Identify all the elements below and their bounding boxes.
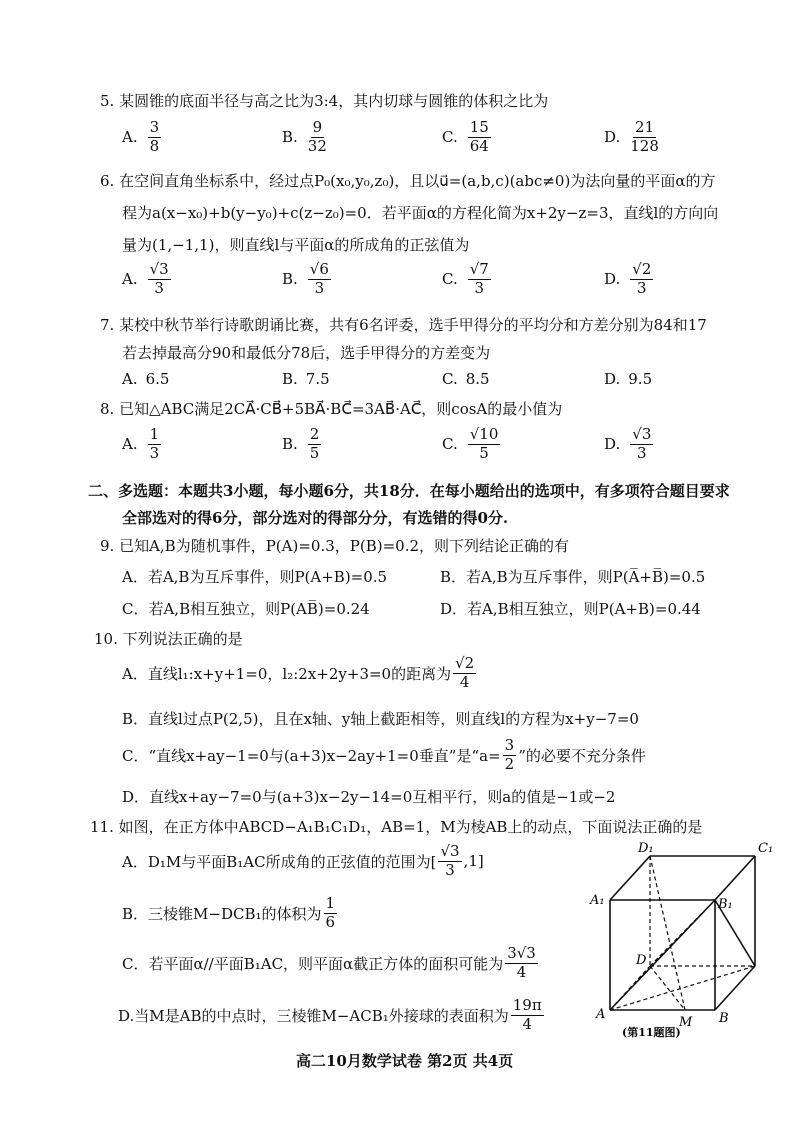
question-9-option-c: C．若A,B相互独立，则P(AB̅)=0.24	[122, 600, 370, 618]
option-label: B.	[282, 435, 298, 454]
fraction-denominator: 3	[637, 278, 647, 297]
option-label: C.	[442, 370, 458, 388]
question-10-option-c	[122, 738, 646, 773]
fraction	[503, 738, 517, 773]
fraction-denominator: 4	[516, 962, 527, 981]
section-2-heading: 二、多选题：本题共3小题，每小题6分，共18分．在每小题给出的选项中，有多项符合题目要求	[88, 482, 730, 500]
question-5-stem: 5. 某圆锥的底面半径与高之比为3:4，其内切球与圆锥的体积之比为	[100, 92, 549, 110]
label-b: B	[719, 1011, 729, 1026]
fraction-denominator: 128	[630, 136, 659, 155]
option-value: 6.5	[145, 370, 170, 388]
option-label: B.	[282, 270, 298, 289]
fraction	[511, 998, 544, 1033]
label-d1: D₁	[638, 841, 654, 856]
question-9-stem: 9. 已知A,B为随机事件，P(A)=0.3，P(B)=0.2，则下列结论正确的有	[100, 537, 570, 555]
question-7-option-d	[604, 370, 652, 388]
option-label: A.	[122, 128, 138, 147]
question-10-option-b: B．直线l过点P(2,5)，且在x轴、y轴上截距相等，则直线l的方程为x+y−7=0	[122, 710, 639, 728]
fraction-numerator: 21	[635, 118, 655, 136]
question-5-option-a	[122, 120, 163, 155]
fraction-denominator: 3	[154, 278, 164, 297]
fraction-denominator: 32	[307, 136, 327, 155]
question-10-stem: 10. 下列说法正确的是	[94, 630, 243, 648]
fraction-numerator: 3	[504, 736, 515, 754]
fraction	[468, 262, 491, 297]
option-label: D.	[604, 370, 621, 388]
question-10-option-d: D．直线x+ay−7=0与(a+3)x−2y−14=0互相平行，则a的值是−1或−2	[122, 788, 616, 806]
fraction-denominator: 8	[149, 136, 160, 155]
option-text: A．直线l₁:x+y+1=0，l₂:2x+2y+3=0的距离为	[122, 664, 452, 683]
fraction	[468, 120, 491, 155]
fraction	[468, 427, 501, 462]
question-11-option-a	[122, 844, 484, 879]
fraction	[148, 120, 162, 155]
question-5-option-d	[604, 120, 661, 155]
fraction	[438, 844, 461, 879]
fraction	[453, 656, 476, 691]
edge-a1-d1	[610, 856, 650, 900]
fraction-denominator: 3	[314, 278, 325, 297]
option-label: A.	[122, 270, 138, 289]
fraction-denominator: 4	[522, 1014, 532, 1033]
fraction-numerator: √3	[149, 260, 169, 278]
question-6-option-c	[442, 262, 493, 297]
fraction-numerator: √3	[440, 842, 460, 860]
question-5-option-b	[282, 120, 329, 155]
fraction	[505, 946, 538, 981]
fraction-numerator: √3	[632, 425, 652, 443]
option-text: D.当M是AB的中点时，三棱锥M−ACB₁外接球的表面积为	[118, 1006, 509, 1025]
question-5-option-c	[442, 120, 493, 155]
fraction-denominator: 64	[469, 136, 489, 155]
fraction-numerator: 1	[325, 894, 336, 912]
option-text: ,1]	[463, 852, 484, 871]
fraction	[308, 120, 327, 155]
fraction-numerator: 1	[149, 425, 160, 443]
question-11-option-d	[118, 998, 546, 1033]
question-11-option-b	[122, 896, 339, 931]
option-label: A.	[122, 370, 138, 388]
fraction-numerator: √2	[455, 654, 475, 672]
edge-b-c	[715, 966, 755, 1010]
fraction-numerator: 2	[309, 425, 320, 443]
label-d: D	[636, 953, 647, 968]
fraction-numerator: √10	[469, 425, 499, 443]
question-6-stem-line-2: 程为a(x−x₀)+b(y−y₀)+c(z−z₀)=0．若平面α的方程化简为x+2y−z=3，直线l的方向向	[122, 204, 719, 222]
question-8-option-d	[604, 427, 655, 462]
question-7-option-c	[442, 370, 490, 388]
fraction-denominator: 4	[459, 672, 470, 691]
fraction	[630, 427, 653, 462]
fraction	[308, 262, 331, 297]
section-2-instructions: 全部选对的得6分，部分选对的得部分分，有选错的得0分.	[122, 509, 509, 527]
page-footer: 高二10月数学试卷 第2页 共4页	[296, 1052, 514, 1070]
label-a: A	[596, 1007, 606, 1022]
fraction-denominator: 3	[445, 860, 455, 879]
fraction-denominator: 3	[474, 278, 485, 297]
fraction-denominator: 3	[637, 443, 647, 462]
fraction-denominator: 5	[309, 443, 320, 462]
fraction	[630, 120, 659, 155]
fraction	[324, 896, 338, 931]
question-7-option-a	[122, 370, 169, 388]
question-8-option-a	[122, 427, 163, 462]
fraction	[308, 427, 322, 462]
option-value: 8.5	[465, 370, 490, 388]
fraction-numerator: 15	[469, 118, 489, 136]
option-label: C.	[442, 128, 458, 147]
option-text: C．“直线x+ay−1=0与(a+3)x−2ay+1=0垂直”是“a=	[122, 746, 501, 765]
option-label: C.	[442, 270, 458, 289]
question-9-option-d: D．若A,B相互独立，则P(A+B)=0.44	[440, 600, 701, 618]
fraction-denominator: 2	[504, 754, 515, 773]
fraction-denominator: 5	[479, 443, 489, 462]
question-6-option-b	[282, 262, 333, 297]
option-label: D.	[604, 435, 621, 454]
question-7-stem-line-1: 7. 某校中秋节举行诗歌朗诵比赛，共有6名评委，选手甲得分的平均分和方差分别为84和17	[100, 316, 707, 334]
option-text: ”的必要不充分条件	[518, 746, 646, 765]
fraction-denominator: 3	[149, 443, 160, 462]
question-7-option-b	[282, 370, 330, 388]
question-9-option-a: A．若A,B为互斥事件，则P(A+B)=0.5	[122, 568, 388, 586]
question-11-option-c	[122, 946, 540, 981]
fraction	[148, 427, 162, 462]
option-text: C．若平面α//平面B₁AC，则平面α截正方体的面积可能为	[122, 954, 504, 973]
fraction-numerator: √6	[309, 260, 329, 278]
figure-caption: (第11题图)	[622, 1026, 681, 1038]
option-label: B.	[282, 128, 298, 147]
option-label: D.	[604, 128, 621, 147]
option-text: A．D₁M与平面B₁AC所成角的正弦值的范围为[	[122, 852, 437, 871]
label-b1: B₁	[718, 897, 733, 912]
fraction-numerator: √7	[469, 260, 489, 278]
cube-figure	[580, 838, 794, 1038]
question-6-stem-line-3: 量为(1,−1,1)，则直线l与平面α的所成角的正弦值为	[122, 236, 470, 254]
fraction-numerator: 3	[149, 118, 160, 136]
option-value: 9.5	[628, 370, 653, 388]
fraction-numerator: √2	[632, 260, 652, 278]
option-text: B．三棱锥M−DCB₁的体积为	[122, 904, 322, 923]
option-label: D.	[604, 270, 621, 289]
label-m: M	[679, 1015, 693, 1030]
hidden-segment-d1-m	[650, 856, 685, 1010]
question-7-stem-line-2: 若去掉最高分90和最低分78后，选手甲得分的方差变为	[122, 344, 491, 362]
question-6-option-d	[604, 262, 655, 297]
question-8-option-b	[282, 427, 323, 462]
question-10-option-a	[122, 656, 478, 691]
question-8-stem: 8. 已知△ABC满足2CA⃗·CB⃗+5BA⃗·BC⃗=3AB⃗·AC⃗，则cosA的最小值为	[100, 400, 563, 418]
question-6-option-a	[122, 262, 173, 297]
label-c1: C₁	[758, 841, 774, 856]
fraction-numerator: 9	[312, 118, 323, 136]
question-9-option-b: B．若A,B为互斥事件，则P(A̅+B̅)=0.5	[440, 568, 706, 586]
fraction	[630, 262, 653, 297]
question-8-option-c	[442, 427, 502, 462]
question-11-stem: 11. 如图，在正方体中ABCD−A₁B₁C₁D₁，AB=1，M为棱AB上的动点，下面说法正确的是	[90, 818, 703, 836]
fraction-denominator: 6	[325, 912, 336, 931]
edge-b1-c1	[715, 856, 755, 900]
label-a1: A₁	[590, 893, 605, 908]
fraction	[148, 262, 171, 297]
question-6-stem-line-1: 6. 在空间直角坐标系中，经过点P₀(x₀,y₀,z₀)，且以u⃗=(a,b,c)(abc≠0)为法向量的平面α的方	[100, 172, 716, 190]
fraction-numerator: 19π	[512, 996, 542, 1014]
option-label: B.	[282, 370, 298, 388]
fraction-numerator: 3√3	[507, 944, 536, 962]
option-label: A.	[122, 435, 138, 454]
option-value: 7.5	[305, 370, 330, 388]
option-label: C.	[442, 435, 458, 454]
